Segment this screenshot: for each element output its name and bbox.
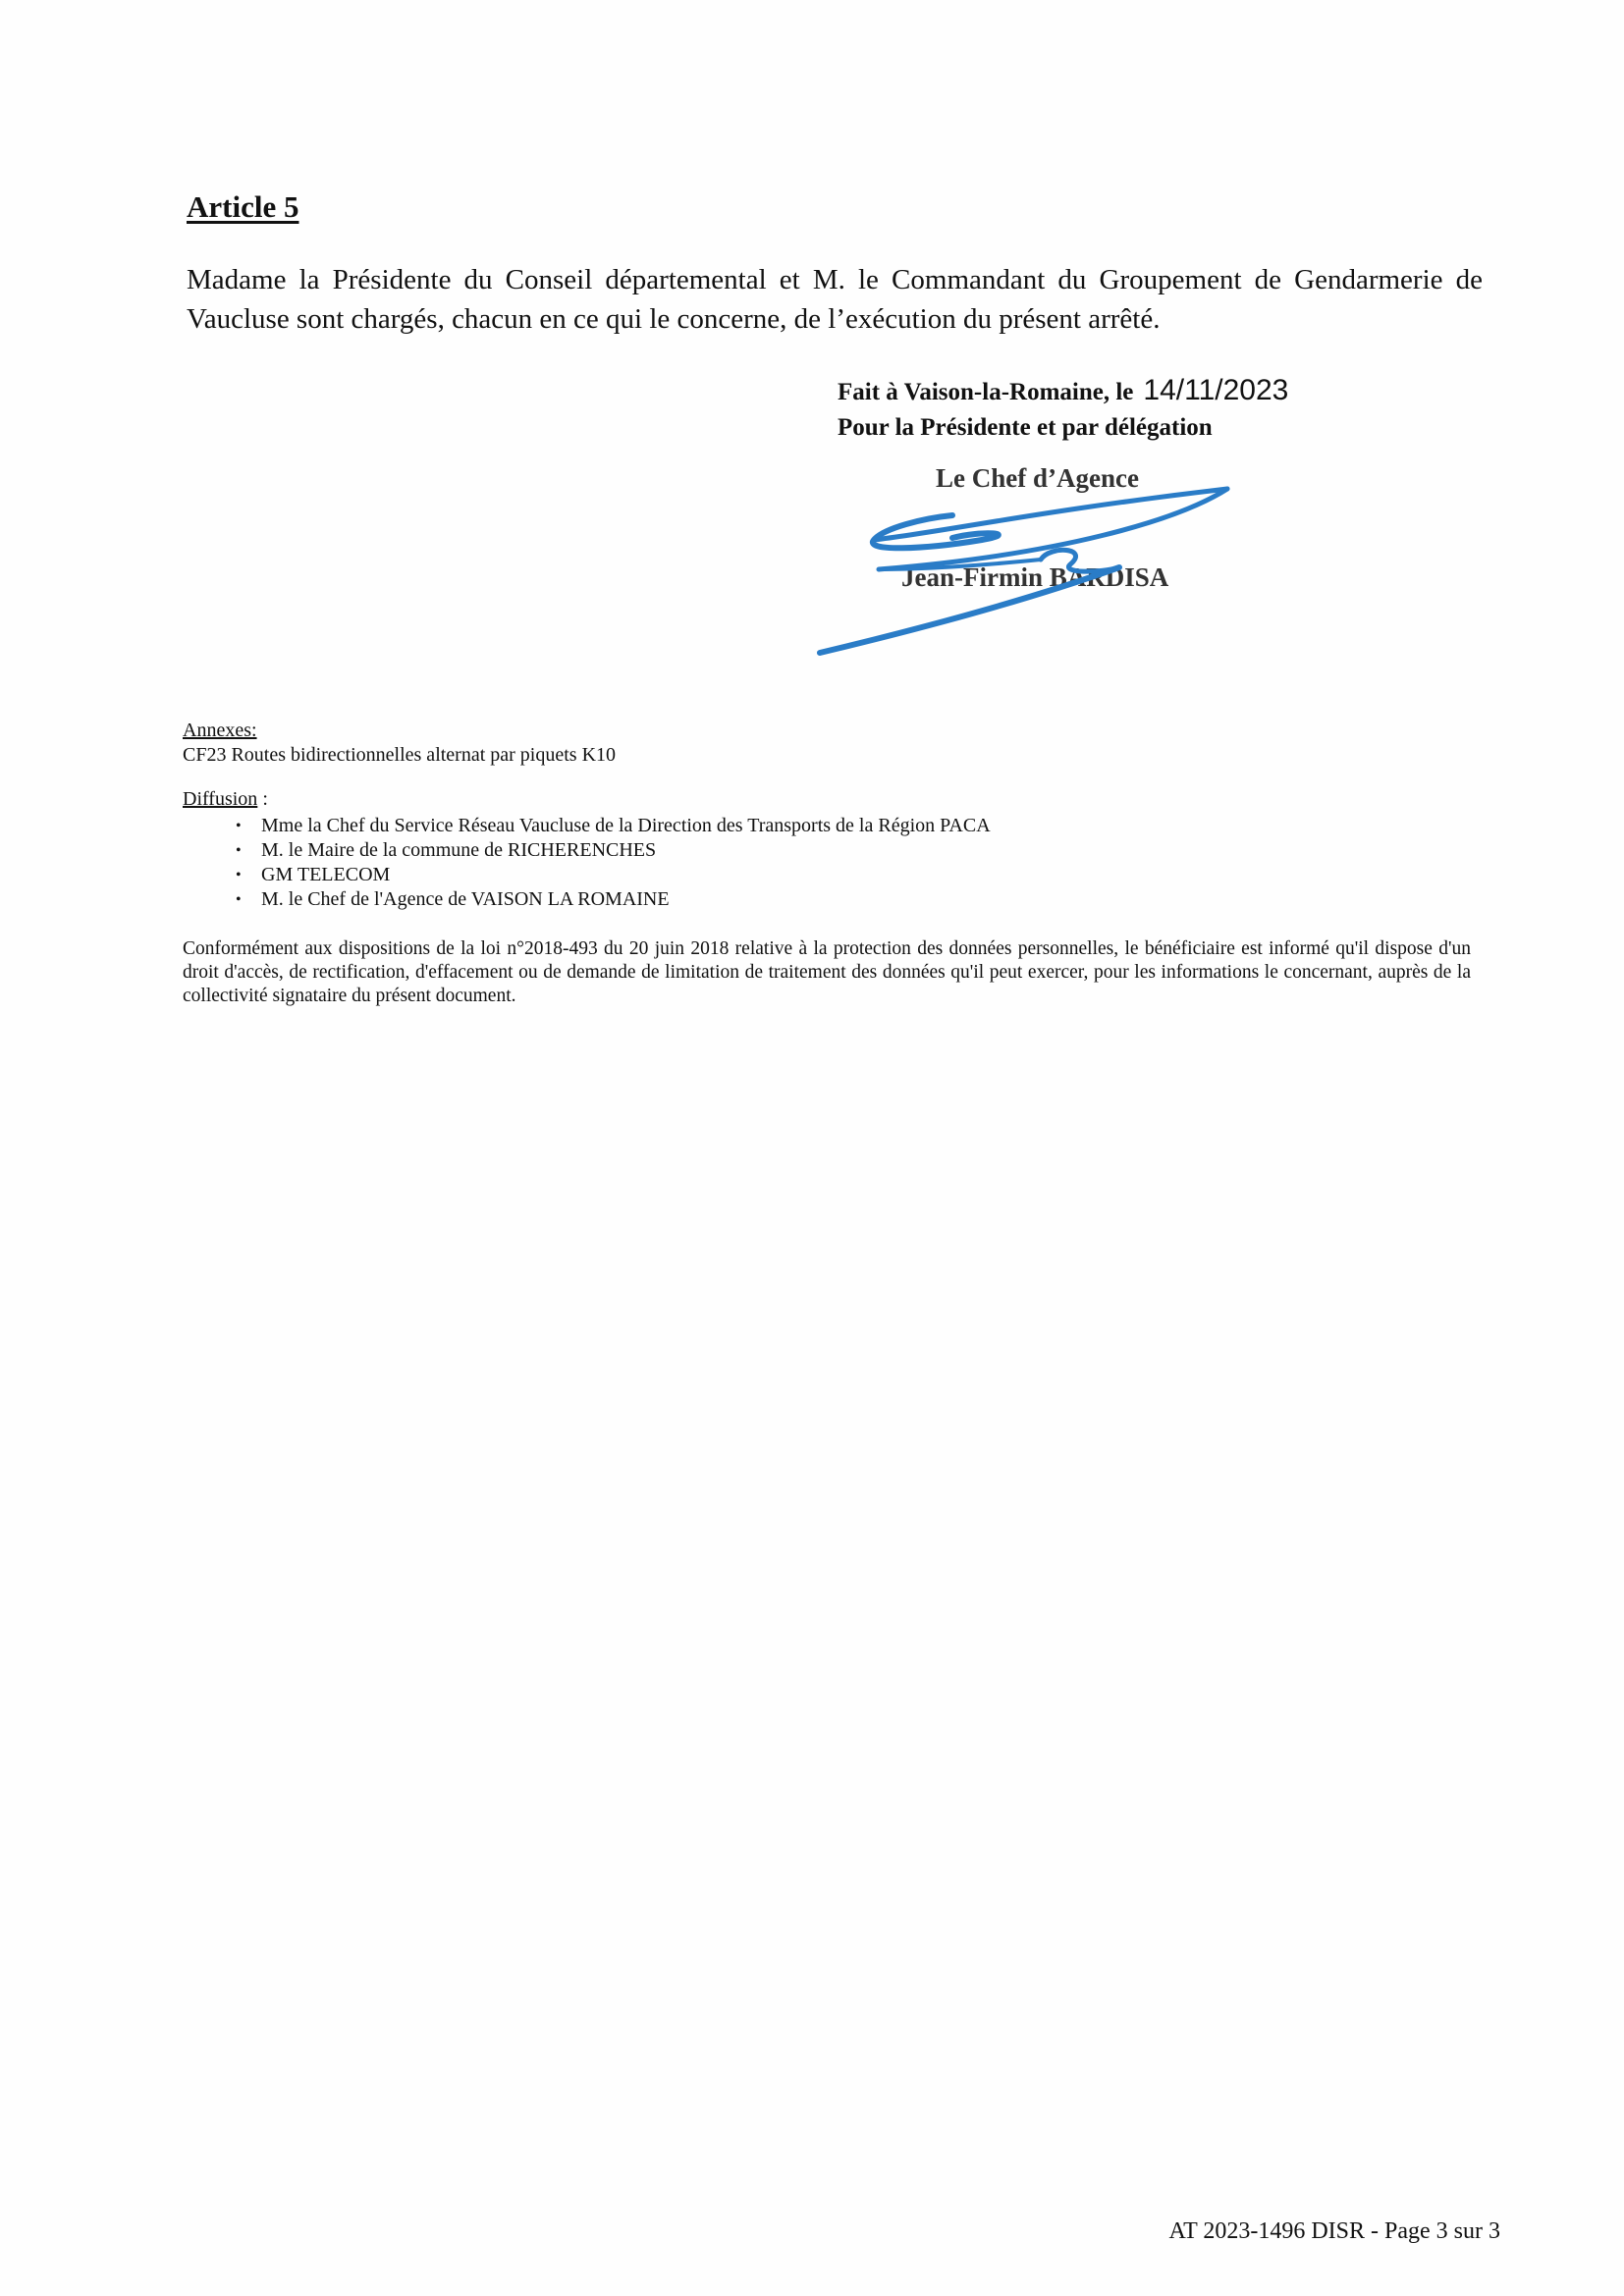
handwritten-signature-icon (805, 471, 1247, 667)
diffusion-label-text: Diffusion (183, 788, 258, 810)
bullet-icon: • (236, 867, 242, 883)
diffusion-list (236, 814, 991, 912)
bullet-icon: • (236, 891, 242, 908)
list-item: • M. le Maire de la commune de RICHERENCHES (236, 839, 657, 861)
signatory-name: Jean-Firmin BARDISA (901, 562, 1169, 592)
annexes-label: Annexes: (183, 720, 257, 741)
article-title: Article 5 (187, 189, 299, 224)
page-footer-reference: AT 2023-1496 DISR - Page 3 sur 3 (1168, 2218, 1500, 2244)
diffusion-label (183, 788, 268, 811)
place-label: Fait à Vaison-la-Romaine, le (838, 379, 1134, 405)
list-item: • M. le Chef de l'Agence de VAISON LA ROMAINE (236, 888, 670, 910)
bullet-icon: • (236, 818, 242, 834)
delegation-line: Pour la Présidente et par délégation (838, 414, 1213, 441)
signature-block (838, 373, 1427, 446)
list-item: • GM TELECOM (236, 864, 391, 885)
bullet-icon: • (236, 842, 242, 859)
article-body: Madame la Présidente du Conseil départemental et M. le Commandant du Groupement de Gendarmerie de Vaucluse sont chargés, chacun en ce qui le concerne, de l’exécution du présent arrêté. (187, 264, 1483, 335)
list-item: • Mme la Chef du Service Réseau Vaucluse de la Direction des Transports de la Région PACA (236, 815, 991, 836)
annexes-text: CF23 Routes bidirectionnelles alternat par piquets K10 (183, 744, 617, 766)
data-protection-notice: Conformément aux dispositions de la loi n°2018-493 du 20 juin 2018 relative à la protection des données personnelles, le bénéficiaire est informé qu'il dispose d'un droit d'accès, de rectification, d'effacement ou de demande de limitation de traitement des données qu'il peut exercer, pour les informations le concernant, auprès de la collectivité signataire du présent document. (183, 938, 1471, 1006)
place-date-line (838, 373, 1427, 410)
signature-date: 14/11/2023 (1143, 374, 1289, 406)
diffusion-label-suffix: : (257, 788, 268, 810)
signatory-role: Le Chef d’Agence (936, 463, 1139, 493)
